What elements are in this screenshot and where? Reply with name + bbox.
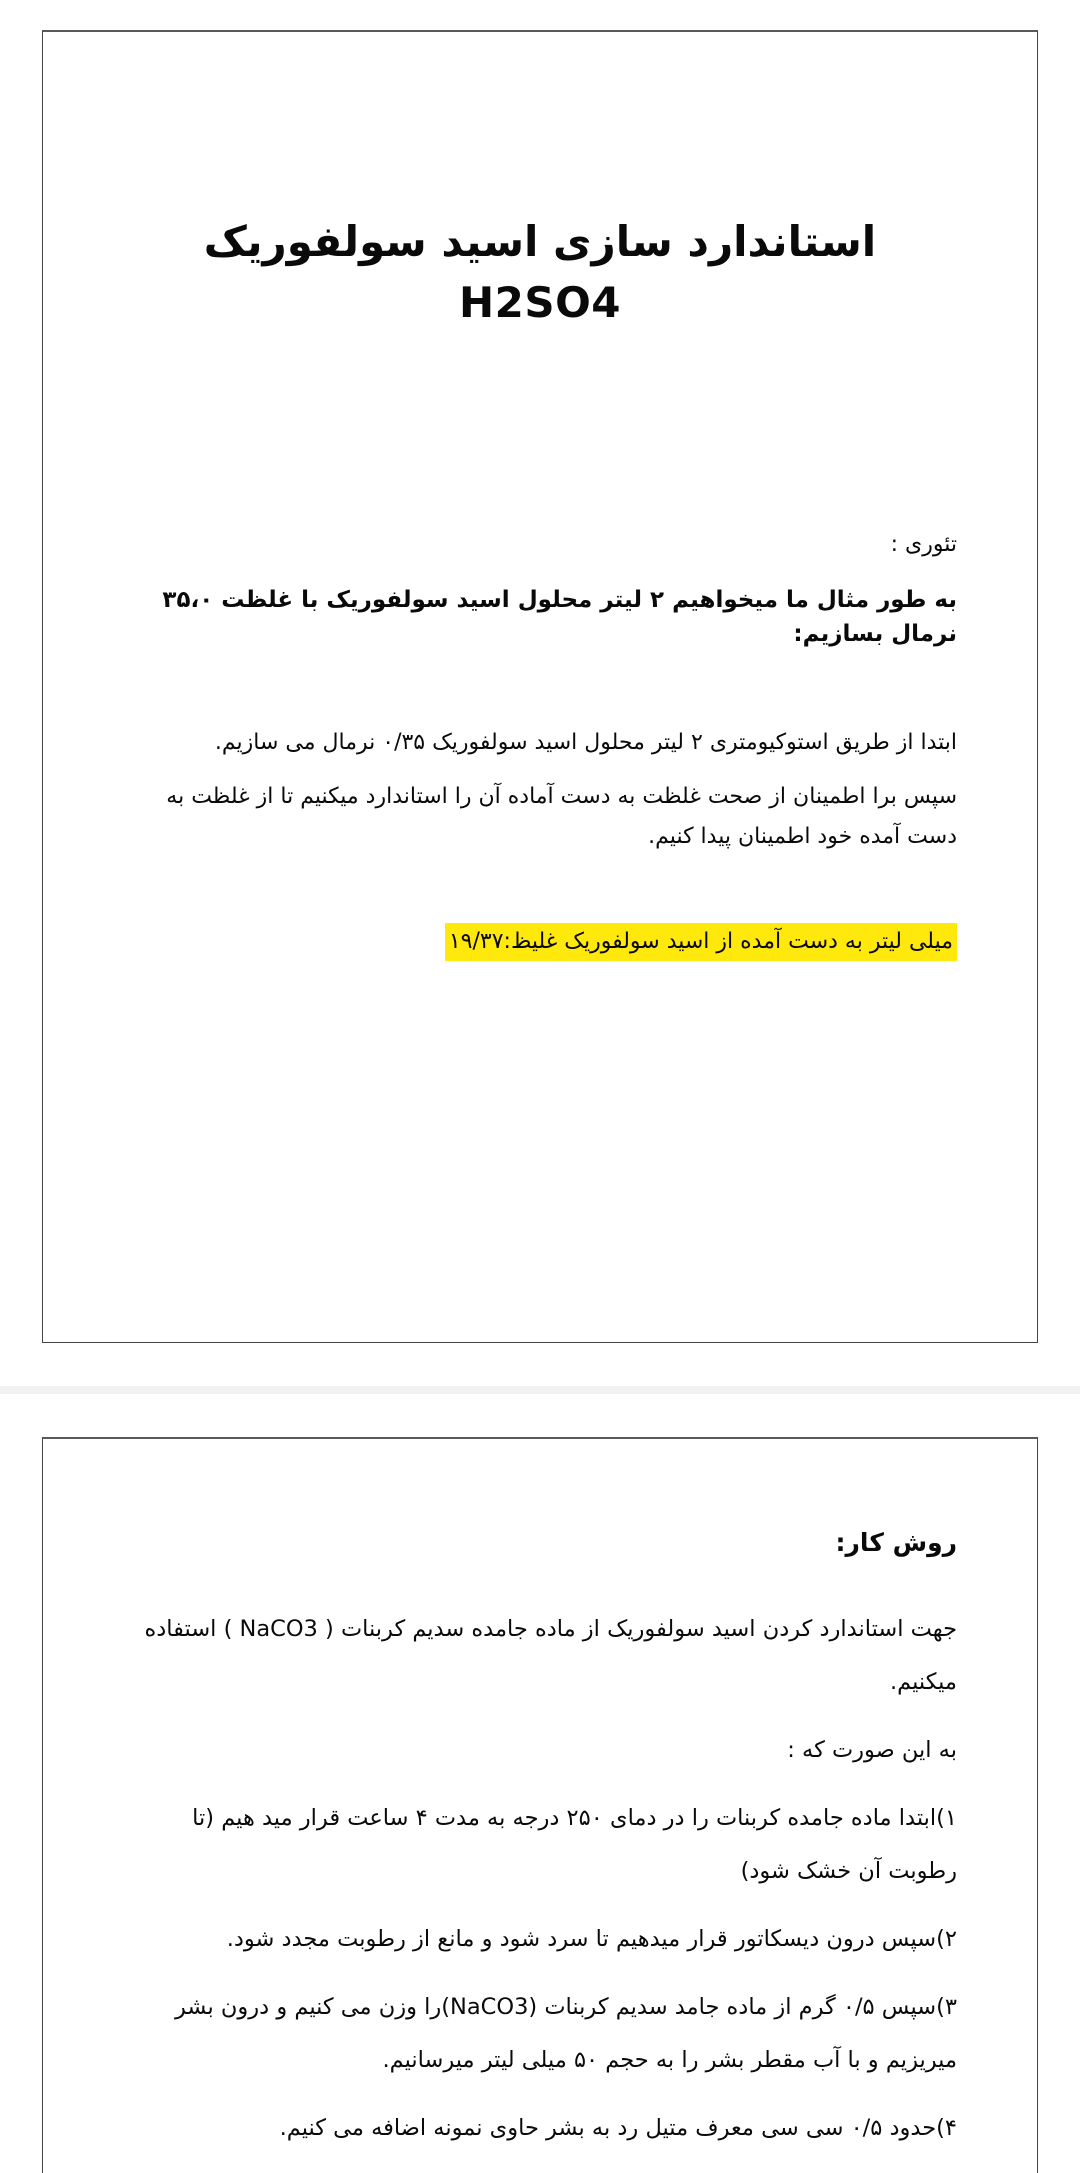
method-subintro: به این صورت که : xyxy=(787,1737,957,1763)
method-step-1: ۱)ابتدا ماده جامده کربنات را در دمای ۲۵۰ درجه به مدت ۴ ساعت قرار مید هیم (تا رطوبت آن خشک شود) xyxy=(192,1805,957,1884)
method-step-2: ۲)سپس درون دیسکاتور قرار میدهیم تا سرد شود و مانع از رطوبت مجدد شود. xyxy=(226,1926,957,1952)
theory-section-label: تئوری : xyxy=(890,531,957,557)
method-step-4: ۴)حدود ۰/۵ سی سی معرف متیل رد به بشر حاوی نمونه اضافه می کنیم. xyxy=(279,2115,957,2141)
theory-goal-statement: به طور مثال ما میخواهیم ۲ لیتر محلول اسید سولفوریک با غلظت ۳۵،۰ نرمال بسازیم: xyxy=(162,586,957,647)
highlight-row xyxy=(123,923,957,962)
theory-paragraph-1: ابتدا از طریق استوکیومتری ۲ لیتر محلول اسید سولفوریک ۰/۳۵ نرمال می سازیم. xyxy=(214,729,957,755)
document-title: استاندارد سازی اسید سولفوریک H2SO4 xyxy=(203,217,877,327)
method-intro-paragraph: جهت استاندارد کردن اسید سولفوریک از ماده جامده سدیم کربنات ( NaCO3 ) استفاده میکنیم. xyxy=(144,1616,957,1695)
theory-paragraph-2: سپس برا اطمینان از صحت غلظت به دست آماده آن را استاندارد میکنیم تا از غلظت به دست آمده خود اطمینان پیدا کنیم. xyxy=(166,783,957,849)
method-step-3: ۳)سپس ۰/۵ گرم از ماده جامد سدیم کربنات (NaCO3)را وزن می کنیم و درون بشر میریزیم و با آب مقطر بشر را به حجم ۵۰ میلی لیتر میرسانیم. xyxy=(175,1994,957,2073)
page-separator-band xyxy=(0,1386,1080,1394)
document-page-1 xyxy=(42,30,1038,1343)
method-section-heading: روش کار: xyxy=(835,1528,957,1557)
highlighted-result-text: میلی لیتر به دست آمده از اسید سولفوریک غلیظ:۱۹/۳۷ xyxy=(445,923,957,961)
document-page-2 xyxy=(42,1437,1038,2173)
